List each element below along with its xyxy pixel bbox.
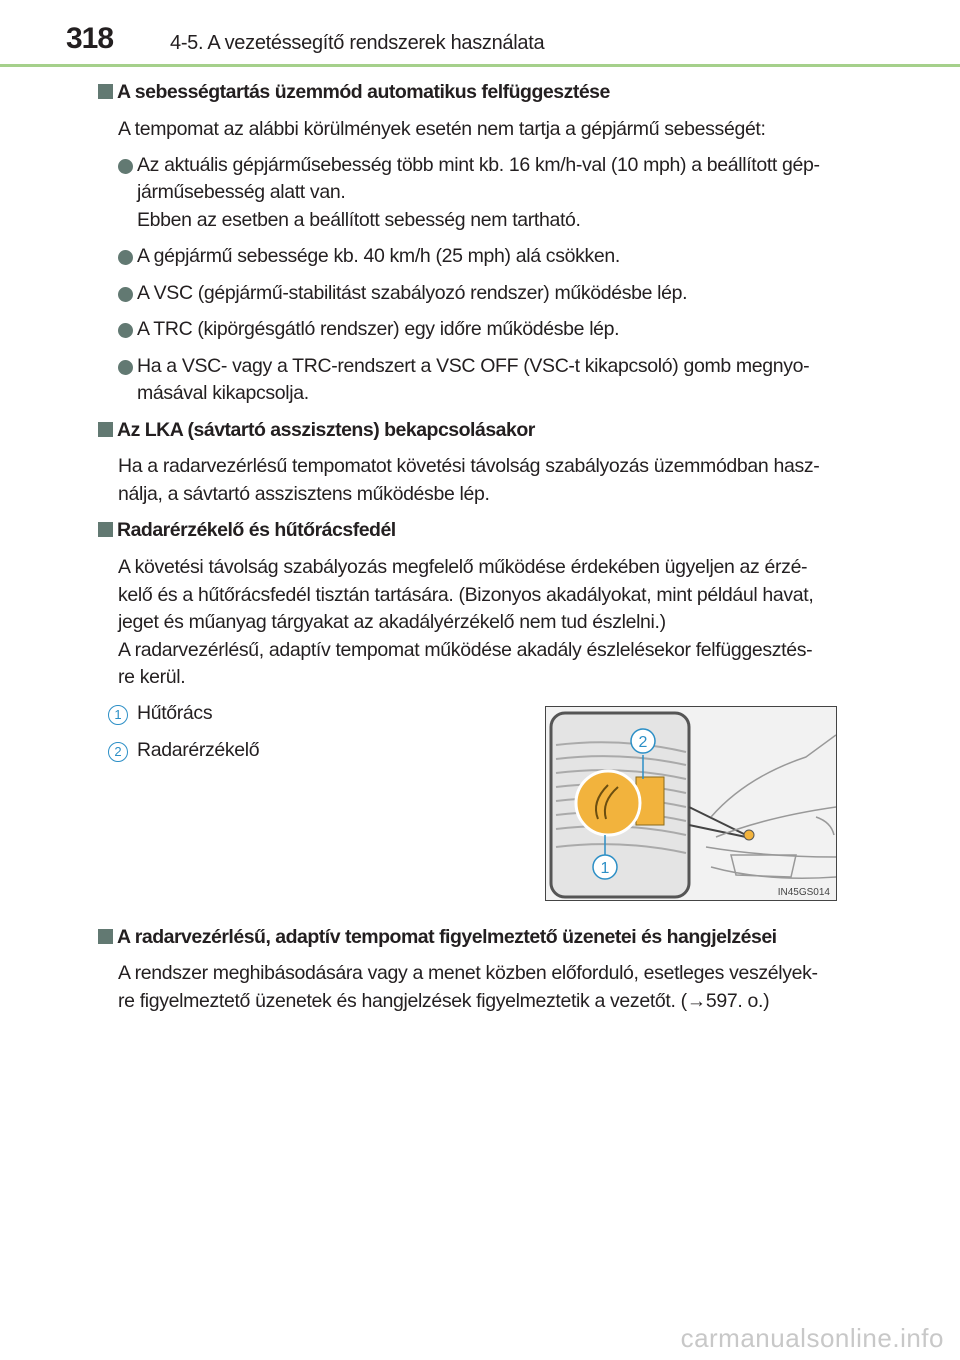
body-line: A követési távolság szabályozás megfelelő működése érdekében ügyeljen az érzé- <box>118 556 808 578</box>
bullet-icon <box>118 250 133 265</box>
heading-marker-icon <box>98 929 113 944</box>
bullet-line: A TRC (kipörgésgátló rendszer) egy időre működésbe lép. <box>137 318 620 340</box>
heading-lka <box>98 417 535 444</box>
body-line: re kerül. <box>118 666 186 688</box>
bullet-line: A VSC (gépjármű-stabilitást szabályozó rendszer) működésbe lép. <box>137 282 688 304</box>
page-number: 318 <box>66 22 114 55</box>
figure-callout-1: 1 <box>600 860 610 877</box>
heading-warnings <box>98 924 777 951</box>
heading-radar <box>98 517 396 544</box>
bullet-icon <box>118 159 133 174</box>
watermark: carmanualsonline.info <box>680 1323 944 1353</box>
bullet-line: járműsebesség alatt van. <box>137 181 346 203</box>
bullet-line: Ha a VSC- vagy a TRC-rendszert a VSC OFF (VSC-t kikapcsoló) gomb megnyo- <box>137 355 810 377</box>
bullet-line: A gépjármű sebessége kb. 40 km/h (25 mph) alá csökken. <box>137 245 620 267</box>
bullet-icon <box>118 323 133 338</box>
car-front-illustration <box>546 707 836 900</box>
radar-sensor-figure <box>545 706 837 901</box>
bullet-icon <box>118 287 133 302</box>
heading-text: A sebességtartás üzemmód automatikus felfüggesztése <box>117 81 610 103</box>
body-line: A rendszer meghibásodására vagy a menet közben előforduló, esetleges veszélyek- <box>118 962 818 984</box>
body-line: jeget és műanyag tárgyakat az akadályérzékelő nem tud észlelni.) <box>118 611 666 633</box>
intro-text: A tempomat az alábbi körülmények esetén nem tartja a gépjármű sebességét: <box>118 118 766 140</box>
bullet-line: Az aktuális gépjárműsebesség több mint kb. 16 km/h-val (10 mph) a beállított gép- <box>137 154 820 176</box>
heading-text: Az LKA (sávtartó asszisztens) bekapcsolásakor <box>117 419 535 441</box>
bullet-icon <box>118 360 133 375</box>
body-line: A radarvezérlésű, adaptív tempomat működése akadály észlelésekor felfüggesztés- <box>118 639 813 661</box>
heading-marker-icon <box>98 422 113 437</box>
callout-number: 2 <box>108 742 128 762</box>
heading-text: A radarvezérlésű, adaptív tempomat figyelmeztető üzenetei és hangjelzései <box>117 926 777 948</box>
heading-marker-icon <box>98 522 113 537</box>
figure-code: IN45GS014 <box>777 887 830 898</box>
bullet-line: Ebben az esetben a beállított sebesség nem tartható. <box>137 209 581 231</box>
body-line: kelő és a hűtőrácsfedél tisztán tartására. (Bizonyos akadályokat, mint például havat, <box>118 584 814 606</box>
figure-callout-2: 2 <box>638 734 648 751</box>
body-line: re figyelmeztető üzenetek és hangjelzések figyelmeztetik a vezetőt. (→597. o.) <box>118 990 770 1012</box>
callout-label: Hűtőrács <box>137 702 213 724</box>
heading-auto-suspend <box>98 79 610 106</box>
header-rule <box>0 64 960 67</box>
callout-number: 1 <box>108 705 128 725</box>
heading-marker-icon <box>98 84 113 99</box>
section-title: 4-5. A vezetéssegítő rendszerek használata <box>170 32 545 54</box>
bullet-line: másával kikapcsolja. <box>137 382 309 404</box>
body-line: nálja, a sávtartó asszisztens működésbe lép. <box>118 483 490 505</box>
heading-text: Radarérzékelő és hűtőrácsfedél <box>117 519 396 541</box>
callout-label: Radarérzékelő <box>137 739 260 761</box>
body-line: Ha a radarvezérlésű tempomatot követési távolság szabályozás üzemmódban hasz- <box>118 455 820 477</box>
